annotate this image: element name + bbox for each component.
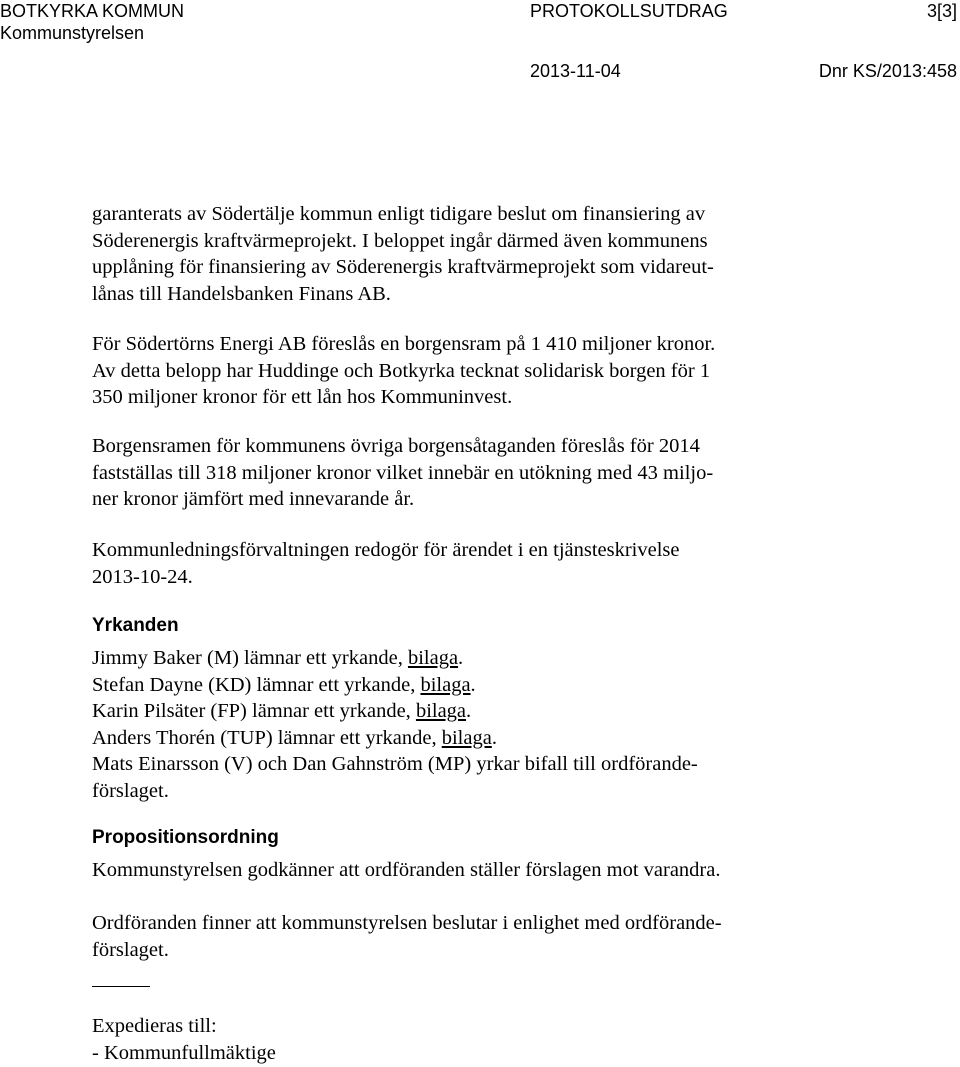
- document-reference: Dnr KS/2013:458: [818, 61, 957, 81]
- org-name: BOTKYRKA KOMMUN: [0, 1, 185, 21]
- yrkanden-heading: Yrkanden: [92, 615, 179, 636]
- text-line: ner kronor jämfört med innevarande år.: [92, 488, 415, 510]
- bilaga-link[interactable]: bilaga: [420, 673, 471, 696]
- yrkande-end: .: [470, 673, 476, 696]
- text-line: 2013-10-24.: [92, 565, 193, 588]
- yrkande-item: [92, 698, 852, 725]
- text-line: garanterats av Södertälje kommun enligt tidigare beslut om finansiering av: [92, 203, 706, 225]
- bilaga-link[interactable]: bilaga: [415, 700, 467, 722]
- text-line: 350 miljoner kronor för ett lån hos Kommuninvest.: [92, 386, 513, 408]
- committee-name: Kommunstyrelsen: [0, 23, 145, 43]
- document-type: PROTOKOLLSUTDRAG: [530, 1, 728, 21]
- paragraph-financing: [92, 201, 852, 307]
- expedieras-item: - Kommunfullmäktige: [92, 1041, 276, 1064]
- text-line: förslaget.: [92, 779, 169, 802]
- yrkande-text: Jimmy Baker (M) lämnar ett yrkande,: [92, 647, 408, 669]
- yrkande-text: Karin Pilsäter (FP) lämnar ett yrkande,: [92, 700, 416, 722]
- text-line: Borgensramen för kommunens övriga borgensåtaganden föreslås för 2014: [92, 435, 700, 457]
- yrkande-item: [92, 672, 852, 699]
- yrkanden-list: [92, 645, 852, 804]
- text-line: Kommunledningsförvaltningen redogör för ärendet i en tjänsteskrivelse: [92, 539, 680, 561]
- text-line: upplåning för finansiering av Söderenergis kraftvärmeprojekt som vidareut-: [92, 256, 714, 278]
- expedieras-block: [92, 1013, 852, 1066]
- bilaga-link[interactable]: bilaga: [441, 726, 492, 749]
- text-line: Kommunstyrelsen godkänner att ordföranden ställer förslagen mot varandra.: [92, 859, 721, 881]
- document-date: 2013-11-04: [530, 61, 621, 81]
- text-line: Mats Einarsson (V) och Dan Gahnström (MP) yrkar bifall till ordförande-: [92, 753, 698, 775]
- expedieras-label: Expedieras till:: [92, 1015, 217, 1037]
- paragraph-sodertorns-energi: [92, 331, 852, 411]
- propositionsordning-heading: Propositionsordning: [92, 827, 279, 848]
- text-line: lånas till Handelsbanken Finans AB.: [92, 282, 391, 305]
- text-line: För Södertörns Energi AB föreslås en borgensram på 1 410 miljoner kronor.: [92, 333, 716, 355]
- yrkande-end: .: [491, 726, 497, 749]
- text-line: Ordföranden finner att kommunstyrelsen beslutar i enlighet med ordförande-: [92, 912, 722, 934]
- paragraph-borgensram: [92, 433, 852, 513]
- paragraph-ordforanden: [92, 910, 852, 963]
- yrkande-end: .: [458, 647, 464, 669]
- bilaga-link[interactable]: bilaga: [407, 647, 459, 669]
- yrkande-item: [92, 645, 852, 672]
- text-line: Söderenergis kraftvärmeprojekt. I beloppet ingår därmed även kommunens: [92, 229, 708, 252]
- text-line: fastställas till 318 miljoner kronor vilket innebär en utökning med 43 miljo-: [92, 461, 714, 484]
- paragraph-godkanner: [92, 857, 852, 884]
- paragraph-tjansteskrivelse: [92, 537, 852, 590]
- page-number: 3[3]: [926, 1, 957, 21]
- yrkande-text: Stefan Dayne (KD) lämnar ett yrkande,: [92, 673, 421, 696]
- yrkande-end: .: [466, 700, 472, 722]
- text-line: förslaget.: [92, 938, 169, 961]
- separator-line: [92, 986, 150, 987]
- yrkande-text: Anders Thorén (TUP) lämnar ett yrkande,: [92, 726, 442, 749]
- yrkande-item: [92, 725, 852, 752]
- text-line: Av detta belopp har Huddinge och Botkyrka tecknat solidarisk borgen för 1: [92, 359, 711, 382]
